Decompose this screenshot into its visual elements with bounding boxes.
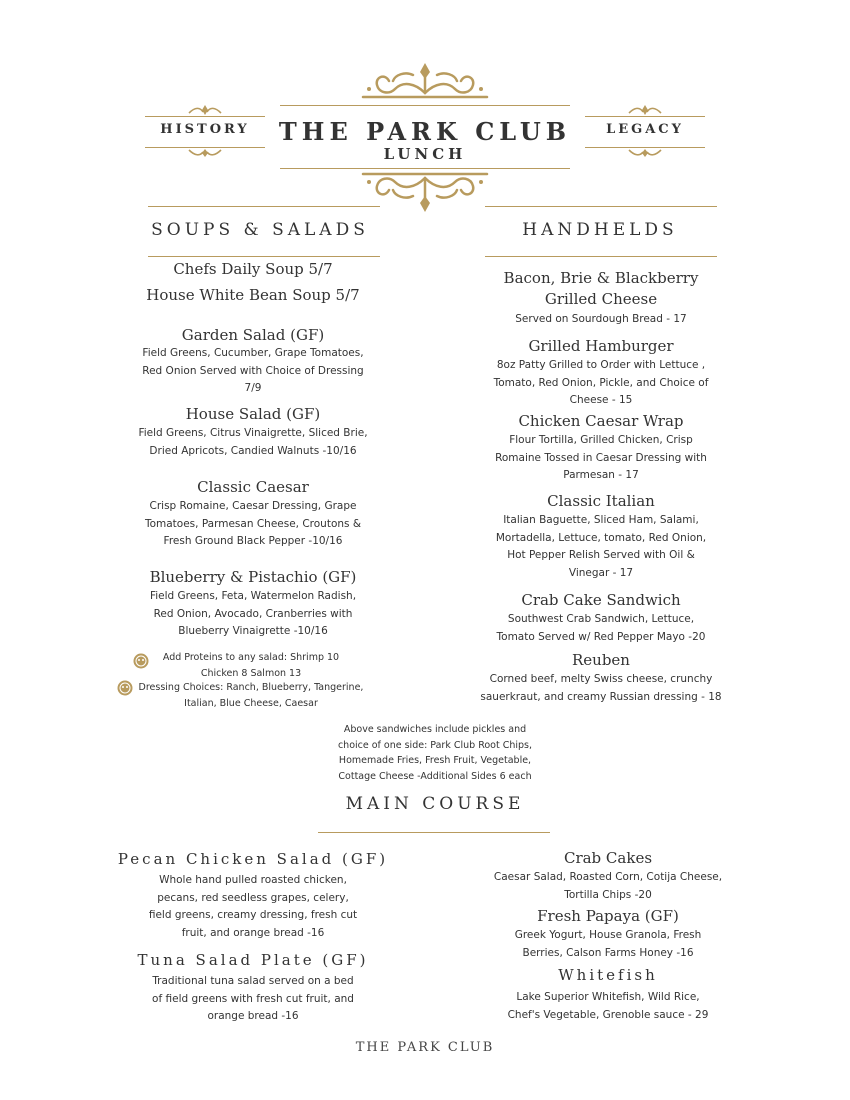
menu-item [120,404,386,460]
soup-item: Chefs Daily Soup 5/7 [173,260,333,278]
item-desc-line: 7/9 [244,382,262,394]
menu-item [120,567,386,641]
item-desc-line: Tomato, Red Onion, Pickle, and Choice of [493,376,709,389]
menu-item [468,590,734,646]
soup-item: House White Bean Soup 5/7 [146,286,360,304]
item-desc-line: of field greens with fresh cut fruit, and [152,992,354,1005]
main-course-heading: MAIN COURSE [345,794,525,814]
menu-item [470,966,746,1024]
item-title: Whitefish [558,966,658,984]
item-title: Grilled Cheese [544,290,658,308]
right-bottom-ornament-icon [625,148,665,158]
proteins-note [140,650,362,681]
menu-item [468,411,734,485]
item-desc-line: Blueberry Vinaigrette -10/16 [178,625,328,637]
menu-item [470,848,746,904]
item-desc-line: Dried Apricots, Candied Walnuts -10/16 [149,444,357,457]
item-desc-line: Served on Sourdough Bread - 17 [515,313,687,325]
footer-text: THE PARK CLUB [355,1040,495,1055]
menu-item [120,325,386,398]
item-title: Garden Salad (GF) [181,326,325,344]
item-desc-line: Greek Yogurt, House Granola, Fresh [514,929,702,941]
sandwich-sides-note [305,722,565,784]
item-desc-line: Tortilla Chips -20 [564,888,652,901]
item-title: Reuben [572,651,630,669]
item-desc-line: Field Greens, Feta, Watermelon Radish, [149,590,357,602]
item-desc-line: pecans, red seedless grapes, celery, [157,891,349,904]
page-title: THE PARK CLUB [278,117,572,146]
item-desc-line: Italian Baguette, Sliced Ham, Salami, [503,514,699,526]
top-flourish-icon [355,63,495,103]
note-line: Above sandwiches include pickles and [343,724,527,735]
soups-salads-heading: SOUPS & SALADS [151,220,369,240]
item-desc-line: Fresh Ground Black Pepper -10/16 [163,535,343,547]
item-title: Tuna Salad Plate (GF) [137,951,369,969]
item-desc-line: Whole hand pulled roasted chicken, [159,874,347,886]
item-desc-line: fruit, and orange bread -16 [181,926,325,939]
item-desc-line: sauerkraut, and creamy Russian dressing - 18 [480,690,722,703]
item-desc-line: Romaine Tossed in Caesar Dressing with [495,451,707,464]
page-subtitle: LUNCH [383,145,467,163]
menu-item [468,268,734,329]
item-desc-line: orange bread -16 [207,1010,299,1022]
item-title: Classic Italian [547,492,655,510]
item-desc-line: Lake Superior Whitefish, Wild Rice, [516,991,700,1003]
history-label: HISTORY [160,122,250,137]
item-desc-line: Crisp Romaine, Caesar Dressing, Grape [149,500,357,512]
item-title: Crab Cakes [563,849,653,867]
item-desc-line: Parmesan - 17 [563,469,639,481]
item-title: Classic Caesar [197,478,309,496]
note-line: Homemade Fries, Fresh Fruit, Vegetable, [338,755,532,766]
note-line: Cottage Cheese -Additional Sides 6 each [338,770,532,782]
item-desc-line: 8oz Patty Grilled to Order with Lettuce , [496,359,706,371]
item-desc-line: Cheese - 15 [569,394,633,406]
item-desc-line: Tomatoes, Parmesan Cheese, Croutons & [144,517,362,530]
proteins-line: Chicken 8 Salmon 13 [200,667,302,679]
item-desc-line: Berries, Calson Farms Honey -16 [522,946,694,959]
item-desc-line: Vinegar - 17 [568,566,634,579]
handhelds-heading: HANDHELDS [522,220,678,240]
item-desc-line: Red Onion Served with Choice of Dressing [142,364,364,377]
item-desc-line: Flour Tortilla, Grilled Chicken, Crisp [509,434,693,446]
left-top-ornament-icon [185,104,225,116]
dressings-line: Dressing Choices: Ranch, Blueberry, Tangerine, [138,682,364,693]
item-desc-line: Field Greens, Citrus Vinaigrette, Sliced Brie, [138,427,368,439]
dressings-note [134,680,368,711]
item-title: Blueberry & Pistachio (GF) [149,568,357,586]
item-title: Grilled Hamburger [528,337,674,355]
item-desc-line: Red Onion, Avocado, Cranberries with [153,607,353,620]
item-title: Crab Cake Sandwich [521,591,681,609]
item-desc-line: Tomato Served w/ Red Pepper Mayo -20 [496,630,706,643]
menu-item [470,906,746,962]
legacy-label: LEGACY [606,122,684,137]
item-title: Pecan Chicken Salad (GF) [117,850,389,868]
dressings-line: Italian, Blue Cheese, Caesar [184,697,318,709]
item-desc-line: Chef's Vegetable, Grenoble sauce - 29 [507,1008,709,1021]
menu-item [110,850,396,942]
item-title: Chicken Caesar Wrap [518,412,684,430]
item-desc-line: Southwest Crab Sandwich, Lettuce, [507,613,695,625]
menu-item [120,477,386,551]
menu-item [468,336,734,410]
menu-item [110,951,396,1026]
proteins-line: Add Proteins to any salad: Shrimp 10 [162,652,340,663]
item-title: Bacon, Brie & Blackberry [503,269,699,287]
item-title: Fresh Papaya (GF) [537,907,679,925]
item-desc-line: Caesar Salad, Roasted Corn, Cotija Cheese, [493,871,723,883]
item-desc-line: Traditional tuna salad served on a bed [152,975,354,987]
right-top-ornament-icon [625,104,665,116]
dressing-badge-icon [117,680,133,696]
item-desc-line: Corned beef, melty Swiss cheese, crunchy [489,673,713,685]
menu-item [460,650,742,706]
item-desc-line: Hot Pepper Relish Served with Oil & [507,549,695,561]
item-desc-line: Field Greens, Cucumber, Grape Tomatoes, [142,347,364,359]
item-title: House Salad (GF) [185,405,321,423]
item-desc-line: field greens, creamy dressing, fresh cut [148,909,358,921]
menu-item [468,491,734,582]
item-desc-line: Mortadella, Lettuce, tomato, Red Onion, [495,531,707,544]
note-line: choice of one side: Park Club Root Chips, [337,739,533,751]
left-bottom-ornament-icon [185,148,225,158]
